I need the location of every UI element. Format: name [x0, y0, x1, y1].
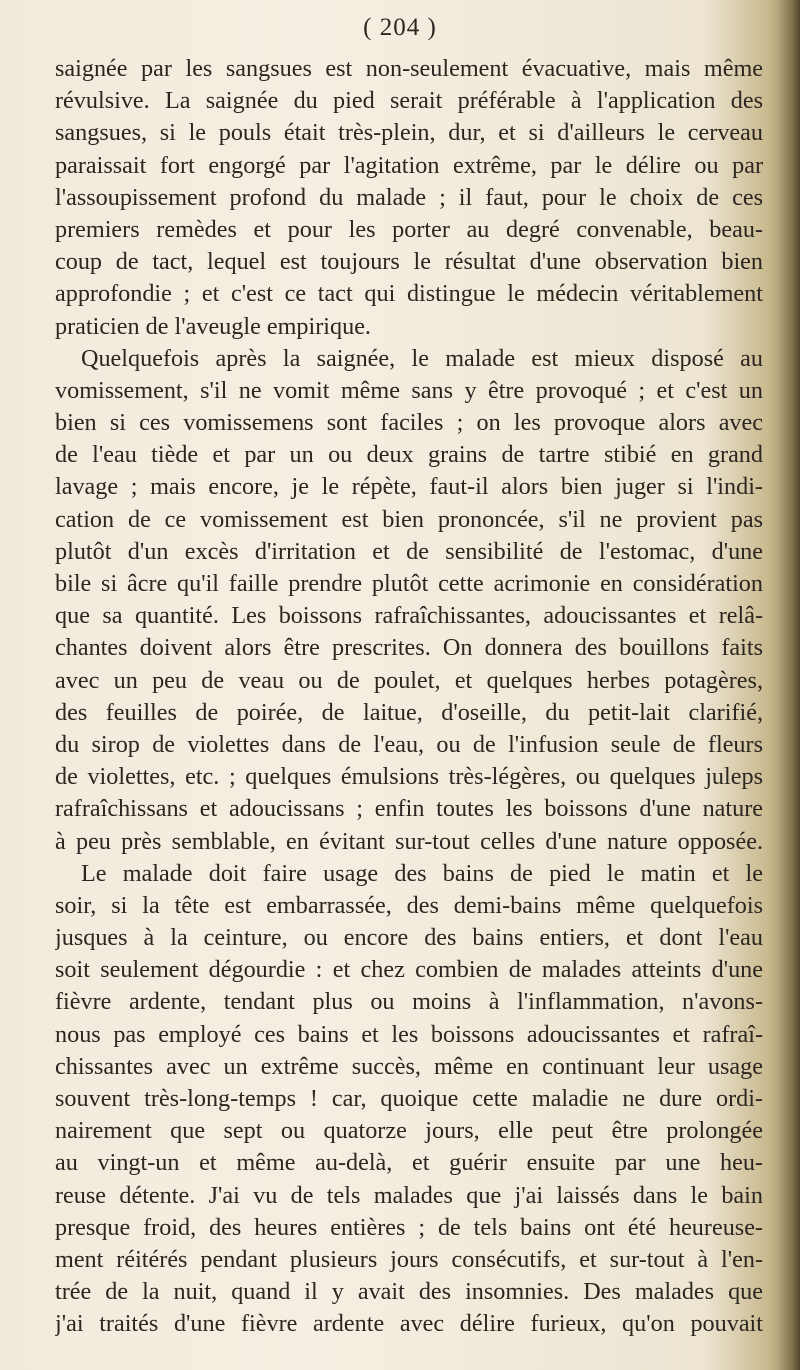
text-line: praticien de l'aveugle empirique.: [55, 312, 371, 340]
text-line: souvent très-long-temps ! car, quoique cette maladie ne dure ordi-: [55, 1085, 763, 1112]
text-line: reuse détente. J'ai vu de tels malades que j'ai laissés dans le bain: [55, 1181, 763, 1209]
text-line: lavage ; mais encore, je le répète, faut-il alors bien juger si l'indi-: [55, 473, 763, 501]
text-line: vomissement, s'il ne vomit même sans y être provoqué ; et c'est un: [55, 376, 763, 404]
text-line: au vingt-un et même au-delà, et guérir ensuite par une heu-: [55, 1149, 763, 1177]
text-line: ment réitérés pendant plusieurs jours consécutifs, et sur-tout à l'en-: [55, 1245, 763, 1273]
page-binding-shadow: [778, 0, 800, 1370]
text-line: presque froid, des heures entières ; de tels bains ont été heureuse-: [55, 1213, 763, 1241]
text-line: coup de tact, lequel est toujours le résultat d'une observation bien: [55, 248, 763, 276]
text-line: bien si ces vomissemens sont faciles ; on les provoque alors avec: [55, 409, 763, 437]
text-line: que sa quantité. Les boissons rafraîchissantes, adoucissantes et relâ-: [55, 602, 763, 630]
text-line: premiers remèdes et pour les porter au degré convenable, beau-: [55, 215, 763, 243]
text-line: de l'eau tiède et par un ou deux grains de tartre stibié en grand: [55, 441, 763, 469]
text-line: j'ai traités d'une fièvre ardente avec délire furieux, qu'on pouvait: [55, 1310, 763, 1338]
text-line: des feuilles de poirée, de laitue, d'oseille, du petit-lait clarifié,: [55, 698, 763, 726]
text-line: fièvre ardente, tendant plus ou moins à l'inflammation, n'avons-: [55, 988, 763, 1016]
paragraph-start-line: Quelquefois après la saignée, le malade est mieux disposé au: [81, 344, 763, 372]
text-line: rafraîchissans et adoucissans ; enfin toutes les boissons d'une nature: [55, 795, 763, 823]
text-line: plutôt d'un excès d'irritation et de sensibilité de l'estomac, d'une: [55, 537, 763, 565]
page-number: ( 204 ): [363, 14, 437, 41]
body-text: [55, 53, 763, 1341]
text-line: bile si âcre qu'il faille prendre plutôt cette acrimonie en considération: [55, 570, 763, 597]
paragraph-start-line: Le malade doit faire usage des bains de pied le matin et le: [81, 859, 763, 887]
text-line: chissantes avec un extrême succès, même en continuant leur usage: [55, 1052, 763, 1080]
text-line: chantes doivent alors être prescrites. On donnera des bouillons faits: [55, 634, 763, 662]
text-line: de violettes, etc. ; quelques émulsions très-légères, ou quelques juleps: [55, 763, 763, 791]
text-line: approfondie ; et c'est ce tact qui distingue le médecin véritablement: [55, 280, 763, 308]
text-line: sangsues, si le pouls était très-plein, dur, et si d'ailleurs le cerveau: [55, 119, 763, 147]
text-line: révulsive. La saignée du pied serait préférable à l'application des: [55, 87, 763, 115]
text-line: nairement que sept ou quatorze jours, elle peut être prolongée: [55, 1117, 763, 1145]
text-line: jusques à la ceinture, ou encore des bains entiers, et dont l'eau: [55, 924, 763, 952]
text-line: du sirop de violettes dans de l'eau, ou de l'infusion seule de fleurs: [55, 730, 763, 758]
text-line: trée de la nuit, quand il y avait des insomnies. Des malades que: [55, 1278, 763, 1306]
text-line: avec un peu de veau ou de poulet, et quelques herbes potagères,: [55, 666, 763, 694]
text-line: l'assoupissement profond du malade ; il faut, pour le choix de ces: [55, 183, 763, 211]
text-line: soit seulement dégourdie : et chez combien de malades atteints d'une: [55, 956, 763, 984]
text-line: soir, si la tête est embarrassée, des demi-bains même quelquefois: [55, 891, 763, 919]
text-line: paraissait fort engorgé par l'agitation extrême, par le délire ou par: [55, 151, 763, 179]
text-line: saignée par les sangsues est non-seulement évacuative, mais même: [55, 55, 763, 82]
text-line: nous pas employé ces bains et les boissons adoucissantes et rafraî-: [55, 1020, 763, 1048]
text-line: cation de ce vomissement est bien prononcée, s'il ne provient pas: [55, 505, 763, 533]
text-line: à peu près semblable, en évitant sur-tout celles d'une nature opposée.: [55, 827, 763, 855]
